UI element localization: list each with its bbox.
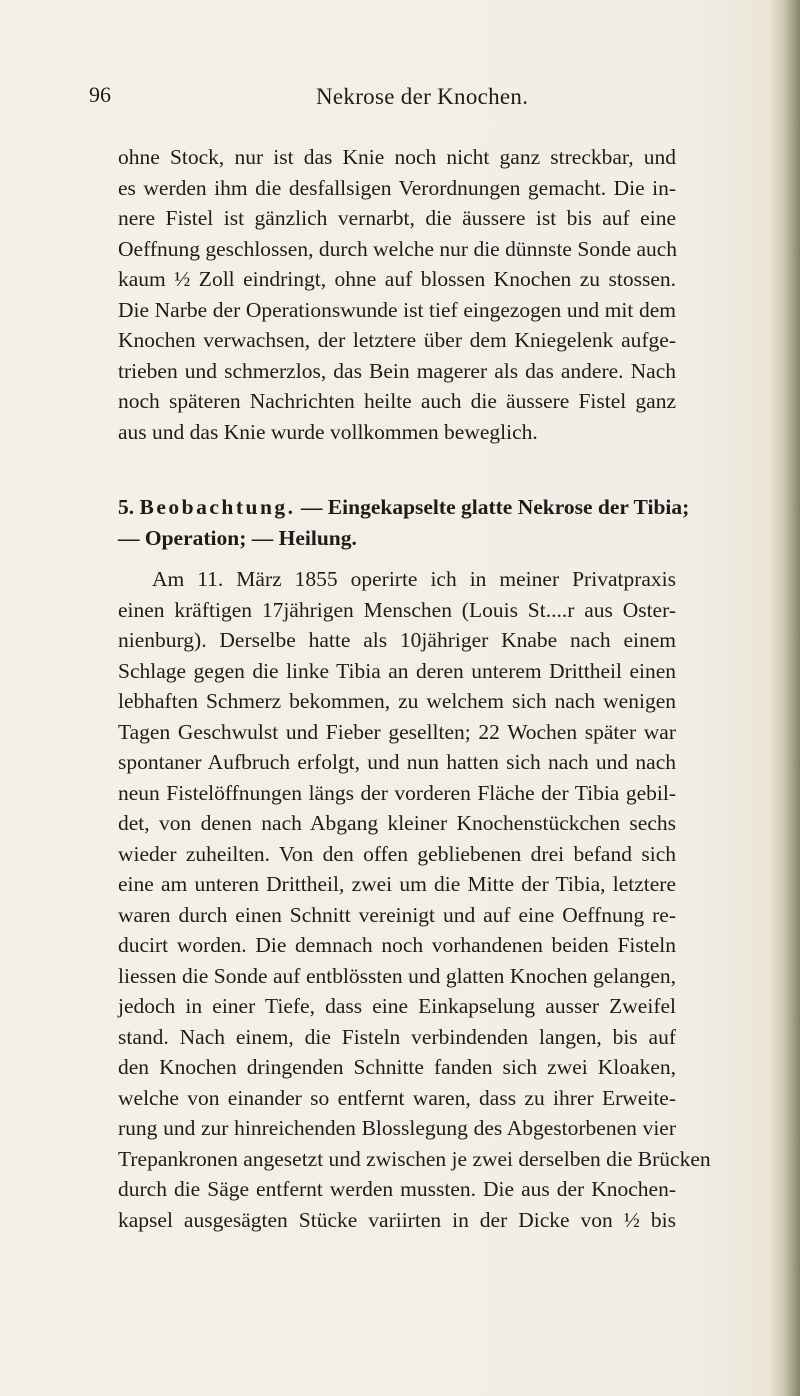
text-line: kapsel ausgesägten Stücke variirten in der Dicke von ½ bis xyxy=(118,1207,676,1232)
text-line: wieder zuheilten. Von den offen gebliebenen drei befand sich xyxy=(118,841,676,866)
page-edge-shadow xyxy=(770,0,800,1396)
observation-number: 5. xyxy=(118,495,135,519)
text-line: einen kräftigen 17jährigen Menschen (Louis St....r aus Oster- xyxy=(118,597,676,622)
text-line: waren durch einen Schnitt vereinigt und auf eine Oeffnung re- xyxy=(118,902,676,927)
text-line: Die Narbe der Operationswunde ist tief eingezogen und mit dem xyxy=(118,297,676,322)
text-line: det, von denen nach Abgang kleiner Knochenstückchen sechs xyxy=(118,811,676,835)
text-line: stand. Nach einem, die Fisteln verbindenden langen, bis auf xyxy=(118,1024,676,1049)
text-line: lebhaften Schmerz bekommen, zu welchem sich nach wenigen xyxy=(118,689,676,713)
observation-heading-line-1 xyxy=(118,492,690,523)
text-line: Oeffnung geschlossen, durch welche nur die dünnste Sonde auch xyxy=(118,236,678,261)
observation-heading-line-2: — Operation; — Heilung. xyxy=(118,526,357,550)
text-line: aus und das Knie wurde vollkommen beweglich. xyxy=(118,419,538,444)
text-line: Tagen Geschwulst und Fieber gesellten; 22 Wochen später war xyxy=(118,719,676,744)
paragraph-1 xyxy=(118,142,676,447)
observation-title: — Eingekapselte glatte Nekrose der Tibia; xyxy=(300,495,690,519)
text-line: es werden ihm die desfallsigen Verordnungen gemacht. Die in- xyxy=(118,175,676,200)
text-line: neun Fistelöffnungen längs der vorderen Fläche der Tibia gebil- xyxy=(118,780,676,805)
text-line: Am 11. März 1855 operirte ich in meiner Privatpraxis xyxy=(152,567,676,591)
text-line: nienburg). Derselbe hatte als 10jähriger Knabe nach einem xyxy=(118,628,676,652)
text-line: ducirt worden. Die demnach noch vorhandenen beiden Fisteln xyxy=(118,933,676,957)
text-line: den Knochen dringenden Schnitte fanden sich zwei Kloaken, xyxy=(118,1055,676,1079)
text-line: nere Fistel ist gänzlich vernarbt, die äussere ist bis auf eine xyxy=(118,206,676,230)
text-line: liessen die Sonde auf entblössten und glatten Knochen gelangen, xyxy=(118,963,676,988)
text-line: eine am unteren Drittheil, zwei um die Mitte der Tibia, letztere xyxy=(118,872,676,896)
text-line: durch die Säge entfernt werden mussten. Die aus der Knochen- xyxy=(118,1177,676,1201)
text-line: jedoch in einer Tiefe, dass eine Einkapselung ausser Zweifel xyxy=(118,994,676,1018)
observation-heading xyxy=(118,492,690,554)
text-line: spontaner Aufbruch erfolgt, und nun hatten sich nach und nach xyxy=(118,750,676,774)
text-line: rung und zur hinreichenden Blosslegung des Abgestorbenen vier xyxy=(118,1116,676,1140)
text-line: kaum ½ Zoll eindringt, ohne auf blossen Knochen zu stossen. xyxy=(118,267,676,291)
page-number: 96 xyxy=(89,82,111,107)
text-line: Schlage gegen die linke Tibia an deren unterem Drittheil einen xyxy=(118,658,676,683)
text-line: Trepankronen angesetzt und zwischen je zwei derselben die Brücken xyxy=(118,1146,711,1171)
running-head: Nekrose der Knochen. xyxy=(316,84,529,109)
paragraph-2 xyxy=(118,564,711,1235)
text-line: welche von einander so entfernt waren, dass zu ihrer Erweite- xyxy=(118,1085,676,1110)
text-line: trieben und schmerzlos, das Bein magerer als das andere. Nach xyxy=(118,358,676,383)
text-line: noch späteren Nachrichten heilte auch die äussere Fistel ganz xyxy=(118,389,676,413)
observation-label: Beobachtung. xyxy=(139,495,296,519)
text-line: ohne Stock, nur ist das Knie noch nicht ganz streckbar, und xyxy=(118,145,676,169)
text-line: Knochen verwachsen, der letztere über dem Kniegelenk aufge- xyxy=(118,328,676,352)
